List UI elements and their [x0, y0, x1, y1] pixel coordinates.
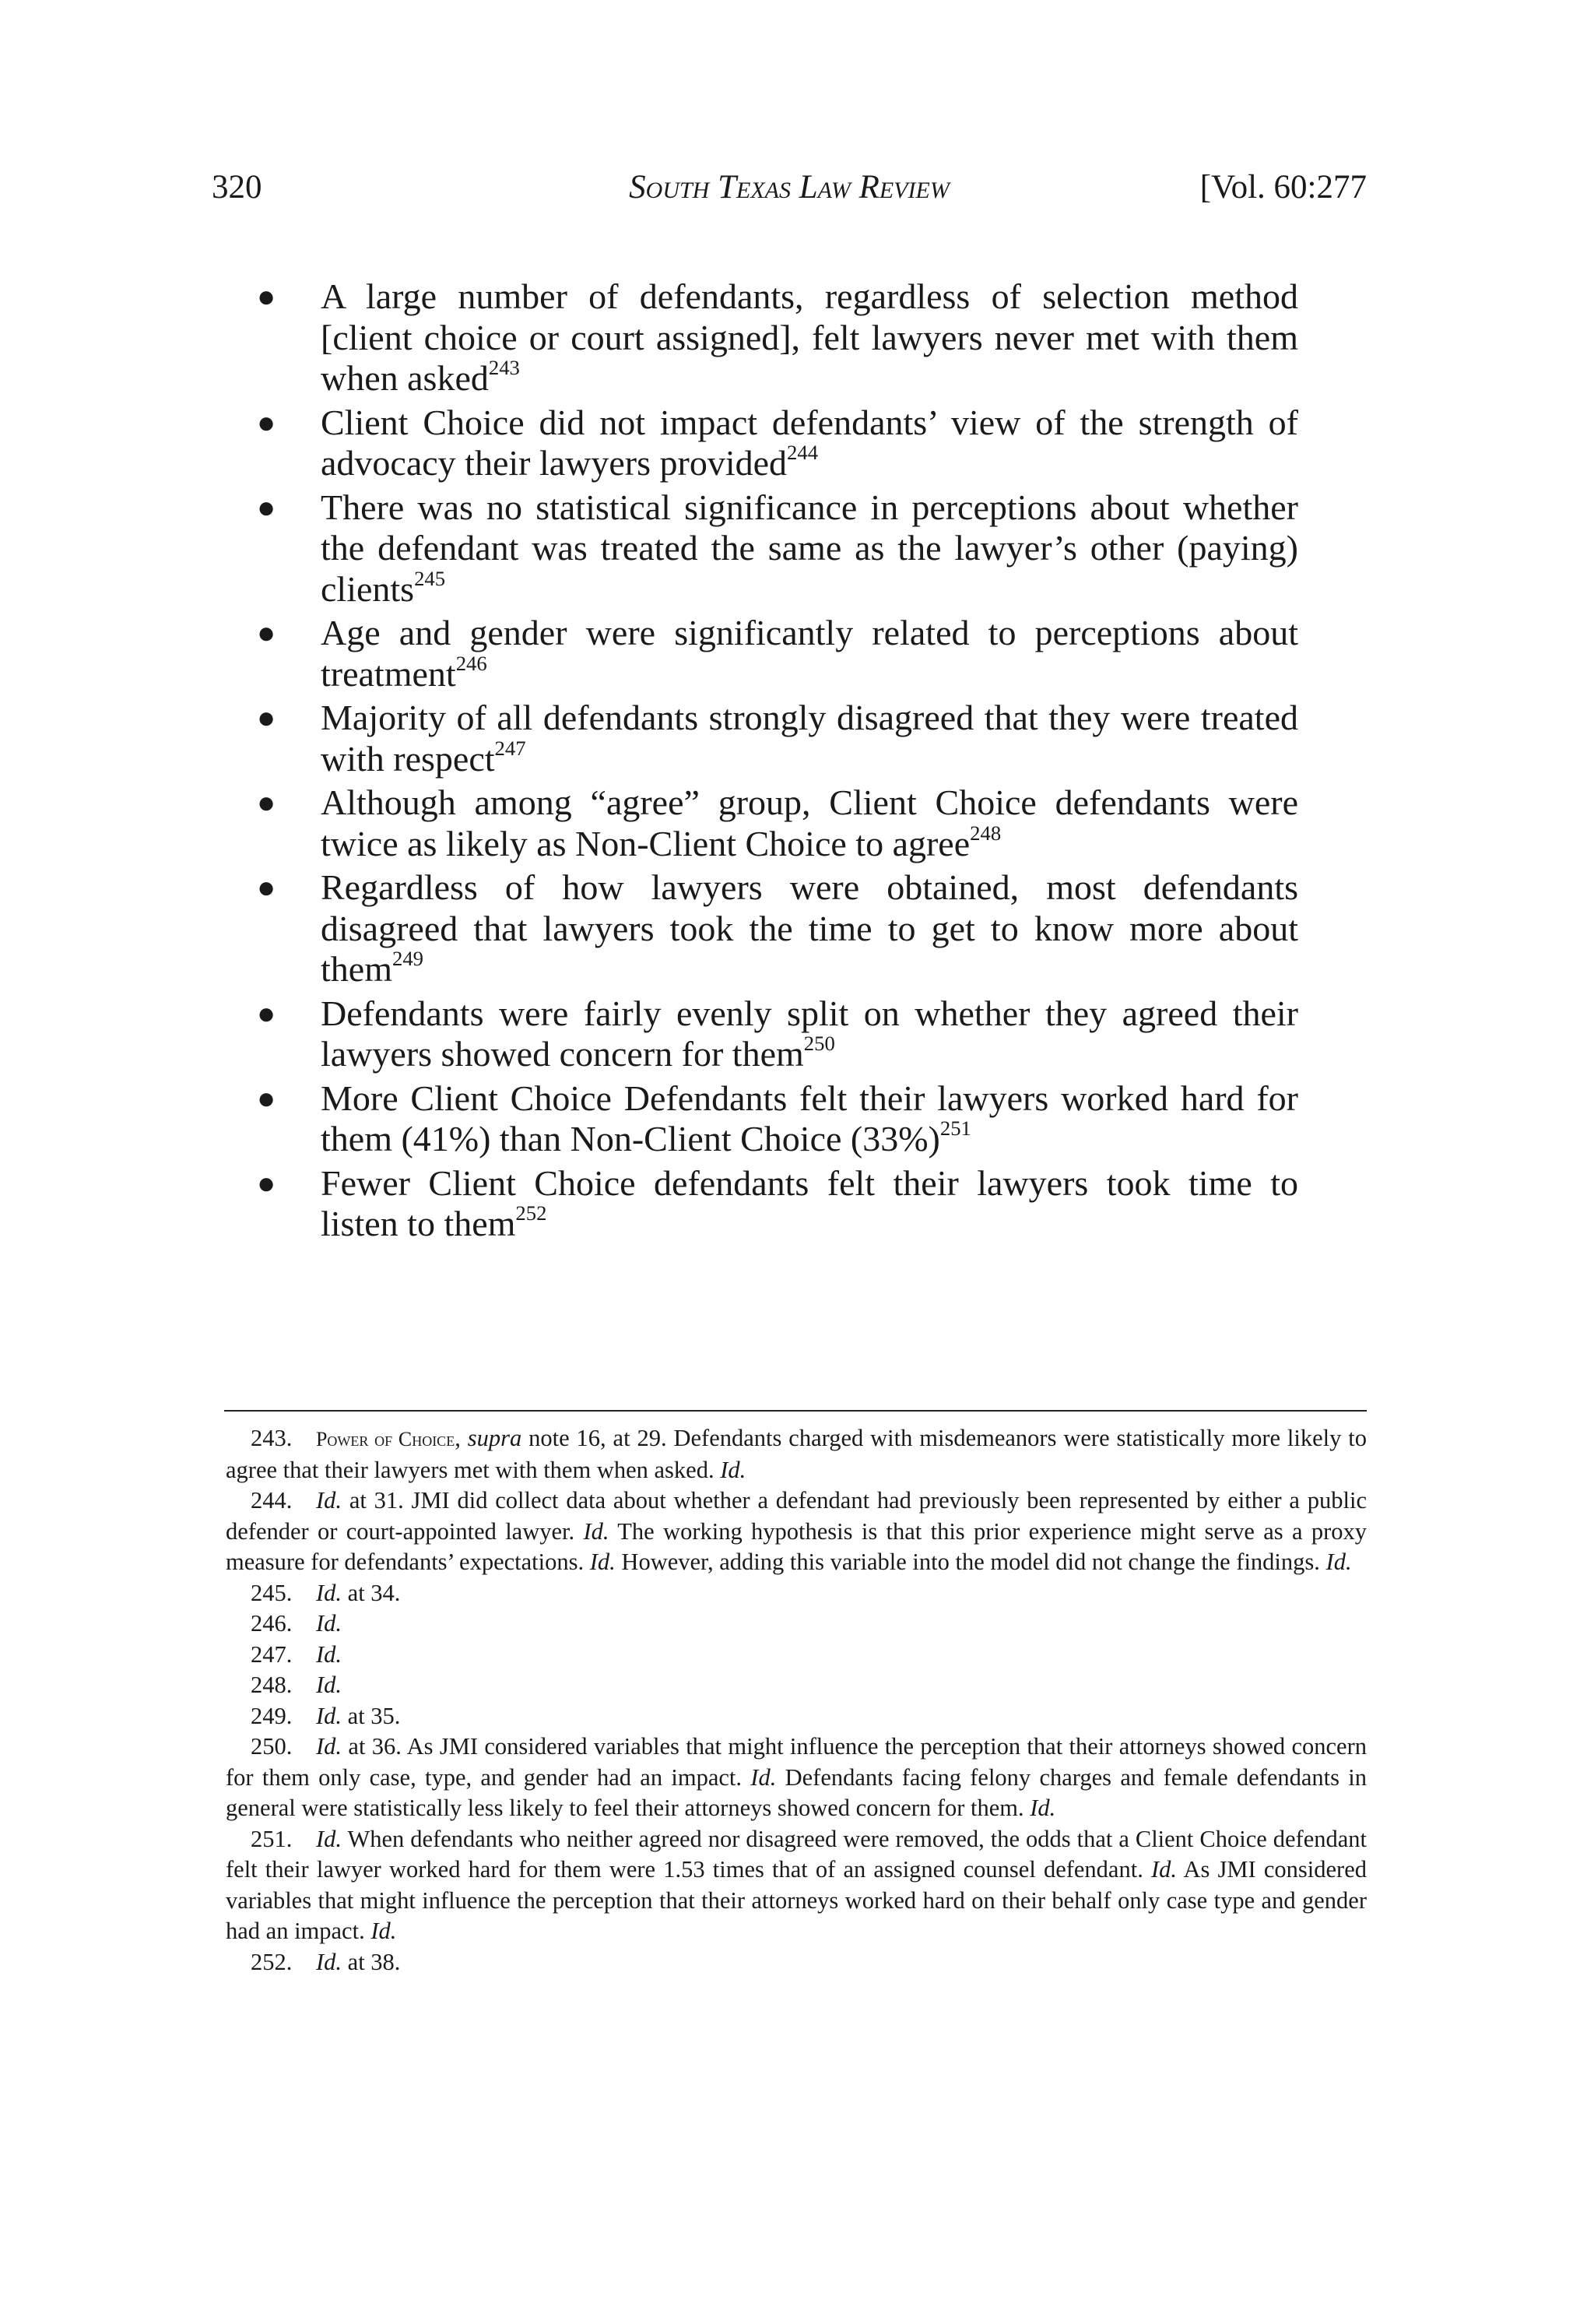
footnote-id: Id.: [316, 1702, 342, 1729]
footnote-number: 252.: [251, 1948, 293, 1975]
footnote-text: The working hypothesis is that this prior experience might serve as a proxy measure for defendants’ expectations.: [226, 1517, 1367, 1575]
footnote-number: 247.: [251, 1640, 293, 1668]
bullet-icon: ●: [257, 279, 276, 314]
bullet-icon: ●: [257, 615, 276, 650]
footnote-ref: 244: [787, 441, 819, 464]
footnote-251: [226, 1824, 1367, 1947]
footnote-text: note 16, at 29. Defendants charged with misdemeanors were statistically more likely to agree that their lawyers met with them when asked.: [226, 1425, 1367, 1483]
footnote-id: Id.: [370, 1918, 397, 1944]
footnote-id: Id.: [583, 1517, 609, 1545]
footnote-text: As JMI considered variables that might influence the perception that their attorneys worked hard on their behalf only case type and gender had an impact.: [226, 1856, 1367, 1944]
list-item: [257, 613, 1298, 694]
footnote-ref: 252: [515, 1201, 547, 1225]
footnote-id: Id.: [316, 1672, 342, 1698]
footnote-source-title: Power of Choice: [316, 1428, 455, 1450]
list-item: [257, 1078, 1298, 1160]
footnote-text: at 38.: [342, 1948, 401, 1975]
footnote-number: 250.: [251, 1733, 293, 1760]
footnote-id: Id.: [720, 1456, 746, 1483]
footnote-text: However, adding this variable into the model did not change the findings.: [615, 1549, 1326, 1575]
footnote-ref: 248: [970, 821, 1002, 845]
footnote-text: at 35.: [342, 1702, 401, 1729]
list-item-text: Majority of all defendants strongly disagreed that they were treated with respect: [321, 698, 1298, 779]
list-item: [257, 993, 1298, 1075]
footnote-id: Id.: [1150, 1856, 1178, 1883]
list-item: [257, 867, 1298, 990]
footnote-id: Id.: [316, 1487, 342, 1514]
footnote-divider: [224, 1410, 1367, 1412]
list-item-text: Client Choice did not impact defendants’ view of the strength of advocacy their lawyers provided: [321, 402, 1298, 483]
list-item: [257, 487, 1298, 610]
footnote-ref: 250: [803, 1032, 835, 1055]
bullet-icon: ●: [257, 1165, 276, 1201]
page-number: 320: [212, 169, 262, 206]
footnote-248: [226, 1670, 1367, 1701]
list-item-text: Age and gender were significantly related to perceptions about treatment: [321, 613, 1298, 694]
findings-list: [0, 276, 1594, 1248]
footnote-252: [226, 1947, 1367, 1978]
footnote-ref: 251: [939, 1116, 971, 1140]
footnote-ref: 249: [391, 947, 423, 970]
list-item-text: More Client Choice Defendants felt their lawyers worked hard for them (41%) than Non-Client Choice (33%): [321, 1078, 1298, 1158]
list-item: [257, 276, 1298, 399]
footnote-250: [226, 1732, 1367, 1824]
bullet-icon: ●: [257, 404, 276, 440]
list-item-text: A large number of defendants, regardless of selection method [client choice or court assigned], felt lawyers never met with them when asked: [321, 276, 1298, 398]
footnote-id: Id.: [1325, 1549, 1352, 1575]
footnote-ref: 246: [455, 651, 487, 675]
list-item: [257, 698, 1298, 779]
footnote-id: Id.: [589, 1549, 616, 1575]
footnote-id: Id.: [316, 1640, 342, 1668]
bullet-icon: ●: [257, 995, 276, 1031]
journal-title: South Texas Law Review: [629, 169, 950, 206]
footnote-id: Id.: [316, 1825, 342, 1852]
bullet-icon: ●: [257, 489, 276, 525]
list-item: [257, 1162, 1298, 1245]
list-item: [257, 402, 1298, 484]
footnote-id: Id.: [316, 1733, 342, 1760]
footnote-ref: 243: [488, 356, 520, 379]
footnote-244: [226, 1485, 1367, 1578]
footnote-id: Id.: [316, 1579, 342, 1606]
footnote-id: Id.: [316, 1948, 342, 1975]
footnote-number: 244.: [251, 1487, 293, 1514]
footnote-id: Id.: [316, 1610, 342, 1637]
footnotes: [226, 1423, 1367, 1978]
bullet-icon: ●: [257, 1080, 276, 1116]
list-item: [257, 782, 1298, 864]
footnote-246: [226, 1609, 1367, 1640]
footnote-id: Id.: [750, 1763, 777, 1791]
list-item-text: Fewer Client Choice defendants felt their lawyers took time to listen to them: [321, 1162, 1298, 1243]
footnote-text: Defendants facing felony charges and female defendants in general were statistically less likely to feel their attorneys showed concern for them.: [226, 1763, 1367, 1821]
volume-citation: [Vol. 60:277: [1199, 169, 1367, 206]
footnote-243: 243. Power of Choice, supra note 16, at 29. Defendants charged with misdemeanors were statistically more likely to agree that their lawyers met with them when asked. Id.: [226, 1425, 1367, 1483]
bullet-icon: ●: [257, 870, 276, 905]
footnote-number: 249.: [251, 1702, 293, 1729]
footnote-249: [226, 1701, 1367, 1732]
footnote-signal: supra: [467, 1425, 522, 1451]
footnote-text: at 34.: [342, 1579, 401, 1606]
list-item-text: Defendants were fairly evenly split on whether they agreed their lawyers showed concern for them: [321, 993, 1298, 1074]
footnote-number: 246.: [251, 1610, 293, 1637]
footnote-text: at 31. JMI did collect data about whether a defendant had previously been represented by either a public defender or court-appointed lawyer.: [226, 1487, 1367, 1545]
footnote-ref: 245: [414, 566, 446, 590]
footnote-245: [226, 1578, 1367, 1609]
footnote-number: 251.: [251, 1825, 293, 1852]
footnote-id: Id.: [1030, 1795, 1056, 1821]
running-header: [212, 160, 1367, 215]
list-item-text: There was no statistical significance in perceptions about whether the defendant was treated the same as the lawyer’s other (paying) clients: [321, 487, 1298, 609]
footnote-text: at 36. As JMI considered variables that might influence the perception that their attorneys showed concern for them only case, type, and gender had an impact.: [226, 1733, 1367, 1791]
footnote-247: [226, 1640, 1367, 1671]
footnote-text: When defendants who neither agreed nor disagreed were removed, the odds that a Client Choice defendant felt their lawyer worked hard for them were 1.53 times that of an assigned counsel defendant.: [226, 1825, 1367, 1883]
bullet-icon: ●: [257, 700, 276, 735]
footnote-number: 248.: [251, 1672, 293, 1698]
footnote-number: 245.: [251, 1579, 293, 1606]
list-item-text: Although among “agree” group, Client Choice defendants were twice as likely as Non-Client Choice to agree: [321, 782, 1298, 863]
list-item-text: Regardless of how lawyers were obtained, most defendants disagreed that lawyers took the time to get to know more about them: [321, 867, 1298, 989]
footnote-ref: 247: [494, 736, 526, 760]
footnote-number: 243.: [251, 1425, 293, 1451]
bullet-icon: ●: [257, 785, 276, 820]
